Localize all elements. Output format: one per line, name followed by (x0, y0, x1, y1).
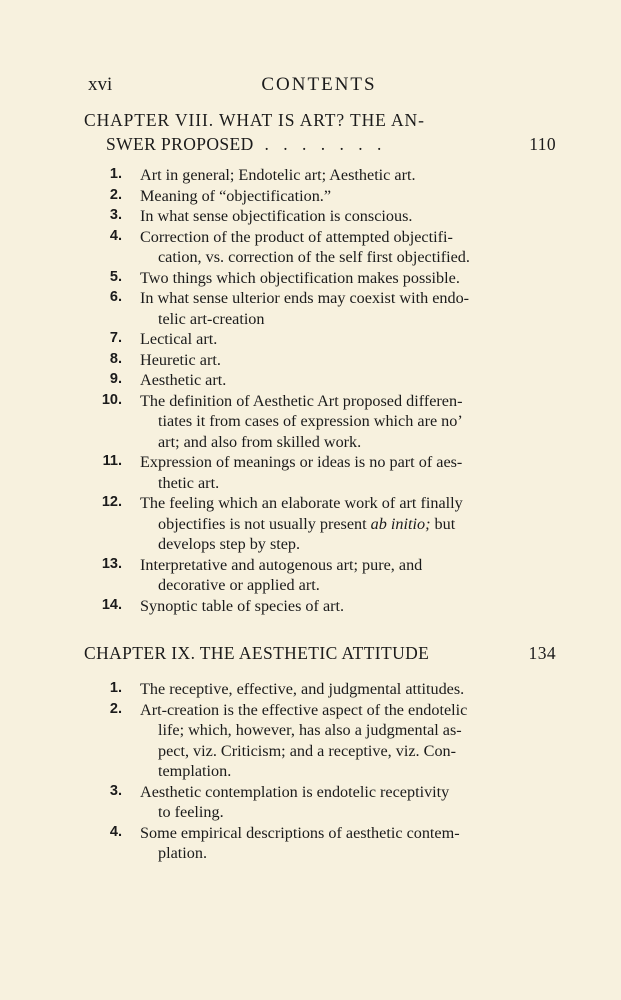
entry-text-line: Art in general; Endotelic art; Aesthetic art. (140, 166, 416, 184)
chapter-9-title: CHAPTER IX. THE AESTHETIC ATTITUDE (84, 643, 430, 663)
contents-entry (100, 679, 510, 700)
contents-entry (100, 493, 510, 555)
entry-text-line: Some empirical descriptions of aesthetic contem- (140, 823, 460, 842)
entry-number: 9. (109, 371, 122, 387)
entry-text-line: art; and also from skilled work. (158, 432, 362, 451)
contents-entry (100, 165, 510, 186)
entry-text-line: Two things which objectification makes possible. (140, 268, 460, 287)
entry-text-line: pect, viz. Criticism; and a receptive, viz. Con- (158, 741, 457, 760)
entry-text-line: In what sense ulterior ends may coexist with endo- (140, 289, 470, 307)
contents-entry (100, 329, 510, 350)
entry-number: 14. (101, 596, 122, 613)
entry-text-line: Art-creation is the effective aspect of the endotelic (140, 700, 468, 719)
entry-text-line: plation. (158, 844, 208, 862)
entry-text-line: Aesthetic art. (140, 371, 227, 389)
chapter-8-title-cont: SWER PROPOSED (106, 134, 254, 154)
chapter-9-page: 134 (528, 643, 556, 663)
entry-number: 2. (109, 186, 122, 203)
entry-text-line: develops step by step. (158, 535, 301, 553)
chapter-8-items (100, 165, 510, 616)
entry-number: 12. (101, 494, 122, 510)
entry-text-line: telic art-creation (158, 309, 265, 328)
chapter-9-heading (84, 641, 556, 665)
entry-text-line: The feeling which an elaborate work of art finally (140, 494, 463, 512)
entry-text-line: Heuretic art. (140, 350, 221, 369)
chapter-8-heading (84, 108, 556, 156)
entry-text-line: Synoptic table of species of art. (140, 596, 345, 615)
entry-text-line: In what sense objectification is conscious. (140, 207, 413, 225)
contents-entry (100, 370, 510, 391)
entry-number: 2. (109, 700, 122, 717)
chapter-9-items (100, 679, 510, 864)
chapter-8-title-line-2 (84, 132, 556, 156)
contents-entry (100, 206, 510, 227)
entry-text-line: templation. (158, 762, 232, 780)
entry-number: 3. (109, 207, 122, 223)
contents-entry (100, 452, 510, 493)
entry-number: 4. (109, 823, 122, 840)
entry-number: 8. (109, 350, 122, 367)
entry-number: 11. (102, 453, 122, 469)
chapter-8-title-line-1: CHAPTER VIII. WHAT IS ART? THE AN- (84, 110, 425, 130)
entry-number: 7. (109, 330, 122, 346)
contents-entry (100, 555, 510, 596)
contents-entry (100, 700, 510, 782)
contents-entry (100, 391, 510, 453)
entry-italic: ab initio; (366, 514, 431, 533)
entry-number: 3. (109, 782, 122, 799)
entry-text-line: decorative or applied art. (158, 576, 320, 594)
entry-number: 1. (109, 166, 122, 182)
entry-text-line: objectifies is not usually present ab initio; but (158, 514, 456, 533)
entry-text-line: The definition of Aesthetic Art proposed differen- (140, 391, 463, 410)
entry-number: 5. (109, 268, 122, 285)
entry-number: 13. (101, 555, 122, 572)
entry-text-line: cation, vs. correction of the self first objectified. (158, 248, 470, 266)
contents-entry (100, 227, 510, 268)
entry-number: 6. (109, 289, 122, 305)
entry-text-line: Lectical art. (140, 330, 218, 348)
chapter-8-page: 110 (529, 134, 556, 154)
entry-text-line: Expression of meanings or ideas is no part of aes- (140, 453, 463, 471)
entry-text-line: The receptive, effective, and judgmental attitudes. (140, 680, 465, 698)
contents-entry (100, 350, 510, 371)
entry-text-line: to feeling. (158, 803, 224, 821)
entry-text-line: Correction of the product of attempted objectifi- (140, 227, 453, 246)
contents-entry (100, 186, 510, 207)
contents-entry (100, 268, 510, 289)
entry-text-line: thetic art. (158, 473, 220, 492)
entry-text-line: Interpretative and autogenous art; pure, and (140, 555, 423, 574)
running-title: CONTENTS (261, 74, 377, 95)
page-number: xvi (88, 74, 113, 95)
contents-entry (100, 596, 510, 617)
entry-number: 4. (109, 227, 122, 244)
contents-entry (100, 782, 510, 823)
entry-text-line: life; which, however, has also a judgmental as- (158, 721, 462, 739)
entry-number: 1. (109, 680, 122, 696)
entry-text-line: Aesthetic contemplation is endotelic receptivity (140, 782, 450, 801)
page-header (84, 74, 554, 100)
contents-entry (100, 823, 510, 864)
contents-entry (100, 288, 510, 329)
entry-text-line: tiates it from cases of expression which are no’ (158, 412, 463, 430)
leader-dots: . . . . . . . (264, 134, 387, 154)
chapter-9-title-line (84, 641, 556, 665)
entry-text-line: Meaning of “objectification.” (140, 186, 332, 205)
entry-number: 10. (101, 391, 122, 408)
